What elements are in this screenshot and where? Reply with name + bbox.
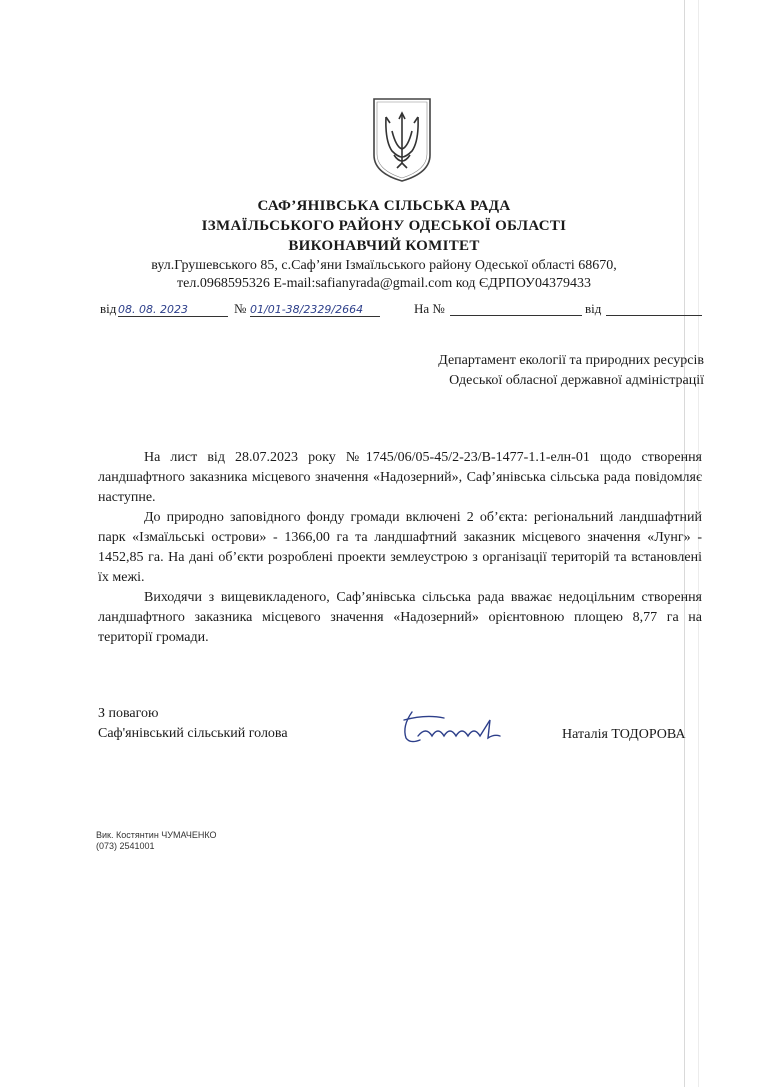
signatory-name: Наталія ТОДОРОВА bbox=[562, 727, 686, 742]
reference-number-label: На № bbox=[414, 301, 445, 316]
reference-number-blank bbox=[450, 301, 582, 316]
trident-emblem-icon bbox=[372, 97, 432, 183]
org-address: вул.Грушевського 85, с.Саф’яни Ізмаїльського району Одеської області 68670, bbox=[151, 258, 617, 273]
recipient-block bbox=[438, 351, 704, 391]
reference-date-label: від bbox=[585, 301, 602, 316]
recipient-line: Департамент екології та природних ресурсів bbox=[438, 353, 704, 368]
body-paragraph: До природно заповідного фонду громади включені 2 об’єкта: регіональний ландшафтний парк «Ізмаїльські острови» - 1366,00 га та ландшафтний заказник місцевого значення «Лунг» - 1452,85 га. На дані об’єкти розроблені проекти землеустрою з організації територій та встановлені їх межі. bbox=[98, 510, 702, 585]
executor-block bbox=[96, 830, 216, 852]
executor-phone: (073) 2541001 bbox=[96, 841, 155, 851]
handwritten-signature bbox=[396, 706, 508, 746]
signatory-position: Саф'янівський сільський голова bbox=[98, 726, 288, 741]
outgoing-number-label: № bbox=[234, 301, 247, 316]
body-paragraph: На лист від 28.07.2023 року №1745/06/05-45/2-23/В-1477-1.1-елн-01 щодо створення ландшафтного заказника місцевого значення «Надозерний», Саф’янівська сільська рада повідомляє наступне. bbox=[98, 450, 702, 505]
org-name: САФ’ЯНІВСЬКА СІЛЬСЬКА РАДА bbox=[257, 198, 511, 214]
closing-phrase: З повагою bbox=[98, 706, 159, 721]
executor-name: Вик. Костянтин ЧУМАЧЕНКО bbox=[96, 830, 217, 840]
body-paragraph: Виходячи з вищевикладеного, Саф’янівська сільська рада вважає недоцільним створення ландшафтного заказника місцевого значення «Надозерний» орієнтовною площею 8,77 га на території громади. bbox=[98, 590, 702, 645]
org-contacts: тел.0968595326 E-mail:safianyrada@gmail.com код ЄДРПОУ04379433 bbox=[177, 276, 591, 291]
letter-body bbox=[98, 448, 702, 648]
org-district: ІЗМАЇЛЬСЬКОГО РАЙОНУ ОДЕСЬКОЇ ОБЛАСТІ bbox=[201, 218, 567, 234]
reference-date-blank bbox=[606, 301, 702, 316]
outgoing-date: 08. 08. 2023 bbox=[118, 303, 228, 317]
outgoing-number: 01/01-38/2329/2664 bbox=[250, 303, 380, 317]
org-committee: ВИКОНАВЧИЙ КОМІТЕТ bbox=[288, 238, 480, 254]
signature-block bbox=[98, 704, 288, 744]
recipient-line: Одеської обласної державної адміністрації bbox=[449, 373, 704, 388]
outgoing-date-label: від bbox=[100, 301, 117, 316]
